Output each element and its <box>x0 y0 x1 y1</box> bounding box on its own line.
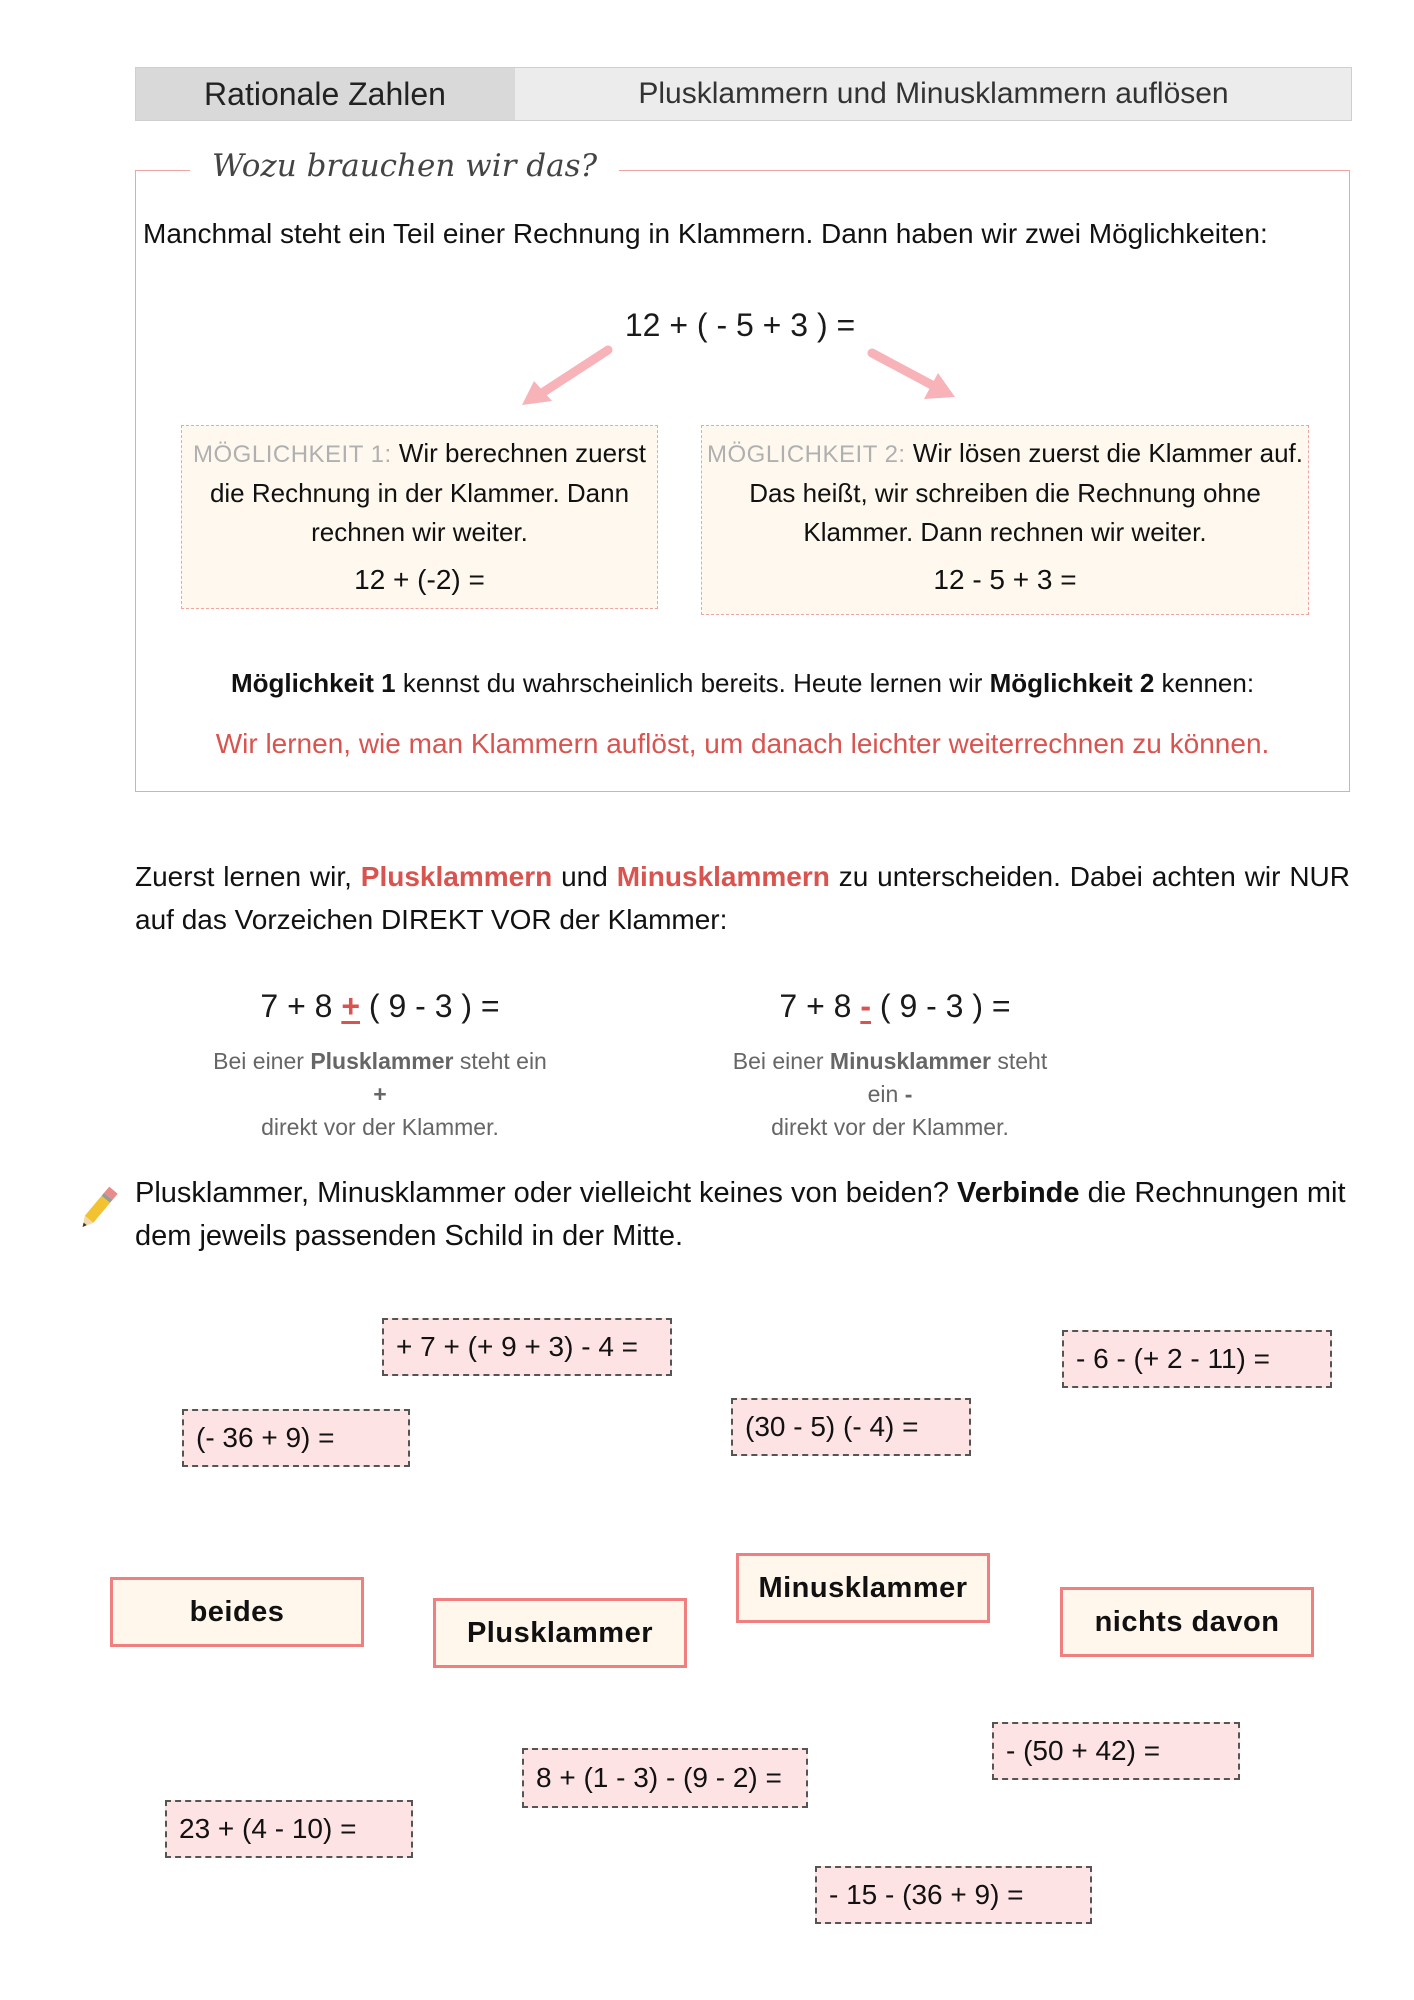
distinguish-text-b: und <box>552 861 617 892</box>
note-minus-d: - <box>904 1081 913 1107</box>
note-plus-c: steht ein <box>453 1048 547 1074</box>
note-minus <box>720 1045 1060 1144</box>
option-1-box <box>181 425 658 609</box>
intro-legend: Wozu brauchen wir das? <box>190 148 619 184</box>
option-1-label: MÖGLICHKEIT 1: <box>193 441 392 468</box>
pencil-icon <box>72 1184 122 1234</box>
example-minus-before: 7 + 8 <box>779 988 861 1024</box>
note-minus-a: Bei einer <box>732 1048 830 1074</box>
note-plus <box>210 1045 550 1144</box>
intro-note <box>135 668 1350 699</box>
example-plus-sign: + <box>341 988 361 1024</box>
example-plus-before: 7 + 8 <box>260 988 342 1024</box>
note-minus-b: Minusklammer <box>829 1048 991 1074</box>
option-2-text: Wir lösen zuerst die Klammer auf. Das heißt, wir schreiben die Rechnung ohne Klammer. Dann rechnen wir weiter. <box>749 438 1303 547</box>
note-bold-1: Möglichkeit 1 <box>230 668 396 698</box>
sign-nichts-davon[interactable]: nichts davon <box>1060 1587 1314 1657</box>
note-plus-d: + <box>373 1081 387 1107</box>
option-1-equation: 12 + (-2) = <box>354 564 485 595</box>
topic-title: Rationale Zahlen <box>135 67 515 121</box>
header-frame <box>135 67 1352 121</box>
task-text-b: die Rechnungen mit dem jeweils passenden Schild in der Mitte. <box>135 1177 1346 1252</box>
note-plus-e: direkt vor der Klammer. <box>261 1114 499 1140</box>
minus-word: Minusklammern <box>616 861 830 892</box>
note-minus-e: direkt vor der Klammer. <box>771 1114 1009 1140</box>
example-plus-after: ( 9 - 3 ) = <box>360 988 500 1024</box>
calc-card[interactable]: 8 + (1 - 3) - (9 - 2) = <box>522 1748 808 1808</box>
note-bold-2: Möglichkeit 2 <box>989 668 1155 698</box>
sign-plusklammer[interactable]: Plusklammer <box>433 1598 687 1668</box>
example-minus <box>745 988 1045 1025</box>
example-plus <box>230 988 530 1025</box>
calc-card[interactable]: - 15 - (36 + 9) = <box>815 1866 1092 1924</box>
calc-card[interactable]: - (50 + 42) = <box>992 1722 1240 1780</box>
distinguish-text-a: Zuerst lernen wir, <box>135 861 361 892</box>
calc-card[interactable]: (30 - 5) (- 4) = <box>731 1398 971 1456</box>
arrow-right-icon <box>872 353 955 399</box>
option-2-box <box>701 425 1309 615</box>
note-text-1: kennst du wahrscheinlich bereits. Heute lernen wir <box>395 668 990 698</box>
example-minus-sign: - <box>860 988 871 1024</box>
distinguish-text <box>135 855 1350 941</box>
learning-goal: Wir lernen, wie man Klammern auflöst, um danach leichter weiterrechnen zu können. <box>215 728 1270 759</box>
intro-equation: 12 + ( - 5 + 3 ) = <box>624 307 856 343</box>
option-2-label: MÖGLICHKEIT 2: <box>707 441 906 468</box>
sign-minusklammer[interactable]: Minusklammer <box>736 1553 990 1623</box>
note-plus-a: Bei einer <box>213 1048 311 1074</box>
option-1-text: Wir berechnen zuerst die Rechnung in der Klammer. Dann rechnen wir weiter. <box>209 438 646 547</box>
calc-card[interactable]: + 7 + (+ 9 + 3) - 4 = <box>382 1318 672 1376</box>
task-instruction <box>135 1172 1365 1258</box>
calc-card[interactable]: - 6 - (+ 2 - 11) = <box>1062 1330 1332 1388</box>
task-bold: Verbinde <box>957 1177 1080 1209</box>
task-text-a: Plusklammer, Minusklammer oder vielleicht keines von beiden? <box>135 1177 958 1209</box>
arrows <box>500 345 980 415</box>
distinguish-text-c: zu unterscheiden. Dabei achten wir NUR auf das Vorzeichen DIREKT VOR der Klammer: <box>135 861 1350 935</box>
sign-beides[interactable]: beides <box>110 1577 364 1647</box>
note-minus-c: steht ein <box>867 1048 1048 1107</box>
intro-text: Manchmal steht ein Teil einer Rechnung in Klammern. Dann haben wir zwei Möglichkeiten: <box>143 218 1268 249</box>
calc-card[interactable]: 23 + (4 - 10) = <box>165 1800 413 1858</box>
arrow-left-icon <box>522 350 608 405</box>
option-2-equation: 12 - 5 + 3 = <box>933 564 1077 595</box>
example-minus-after: ( 9 - 3 ) = <box>871 988 1011 1024</box>
plus-word: Plusklammern <box>360 861 553 892</box>
note-plus-b: Plusklammer <box>310 1048 454 1074</box>
note-text-2: kennen: <box>1154 668 1255 698</box>
worksheet-subtitle: Plusklammern und Minusklammern auflösen <box>515 67 1352 121</box>
calc-card[interactable]: (- 36 + 9) = <box>182 1409 410 1467</box>
